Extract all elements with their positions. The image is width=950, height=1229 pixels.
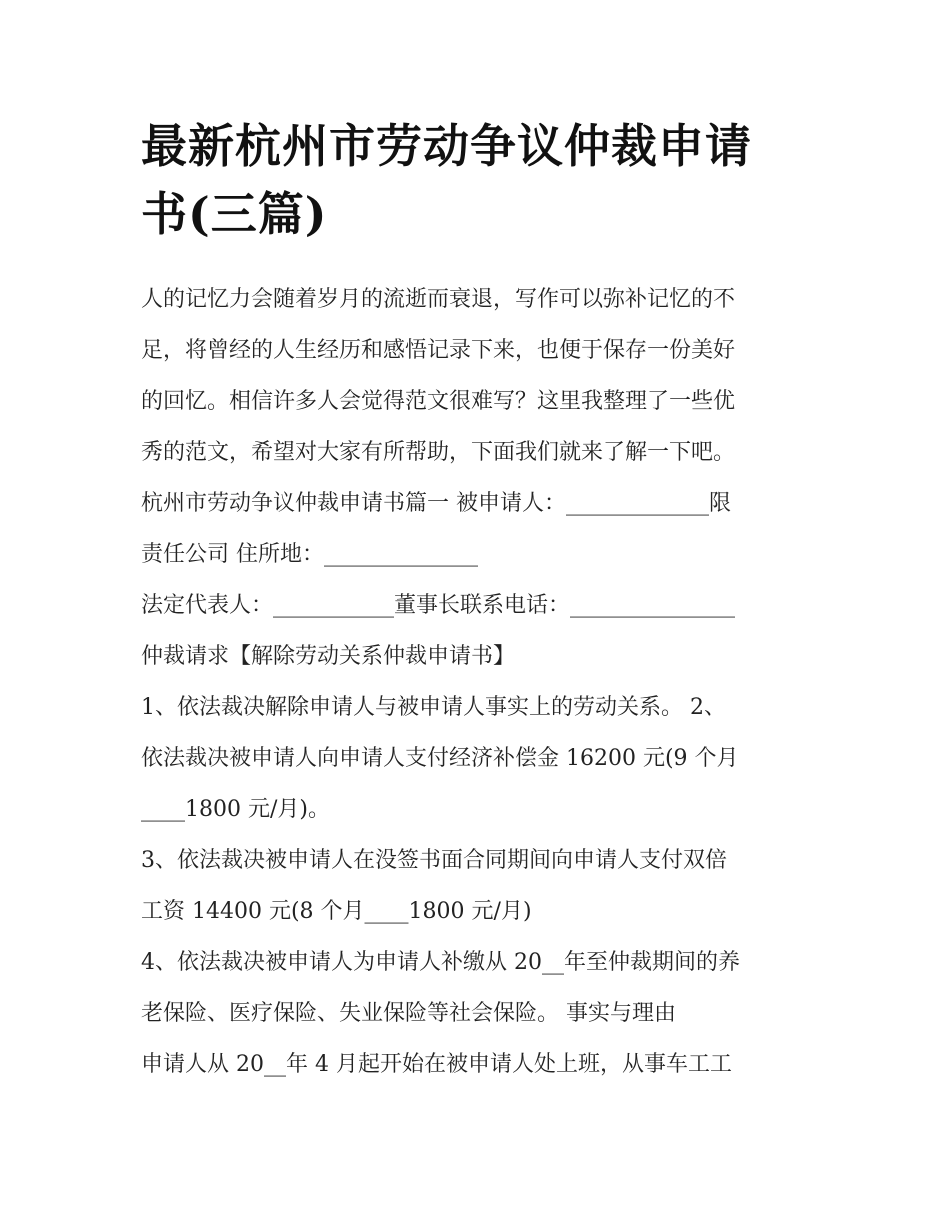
body-line-2: 足，将曾经的人生经历和感悟记录下来，也便于保存一份美好 [141, 338, 736, 363]
body-line-16: 申请人从 20__年 4 月起开始在被申请人处上班，从事车工工 [141, 1052, 732, 1077]
body-line-9: 1、依法裁决解除申请人与被申请人事实上的劳动关系。 2、 [141, 695, 726, 720]
body-line-7: 法定代表人：___________董事长联系电话：_______________ [141, 593, 736, 618]
body-line-12: 3、依法裁决被申请人在没签书面合同期间向申请人支付双倍 [141, 848, 727, 873]
body-line-14: 4、依法裁决被申请人为申请人补缴从 20__年至仲裁期间的养 [141, 950, 740, 975]
body-line-6: 责任公司 住所地：______________ [141, 542, 478, 567]
title-line-2: 书(三篇) [141, 187, 328, 241]
body-line-8: 仲裁请求【解除劳动关系仲裁申请书】 [141, 644, 516, 669]
title-line-1: 最新杭州市劳动争议仲裁申请 [141, 119, 752, 173]
document-title [141, 112, 821, 248]
body-line-1: 人的记忆力会随着岁月的流逝而衰退，写作可以弥补记忆的不 [141, 287, 736, 312]
document-body [141, 274, 821, 1090]
body-line-13: 工资 14400 元(8 个月____1800 元/月) [141, 899, 532, 924]
body-line-5: 杭州市劳动争议仲裁申请书篇一 被申请人：_____________限 [141, 491, 731, 516]
body-line-4: 秀的范文，希望对大家有所帮助，下面我们就来了解一下吧。 [141, 440, 736, 465]
body-line-11: ____1800 元/月)。 [141, 797, 330, 822]
body-line-3: 的回忆。相信许多人会觉得范文很难写？这里我整理了一些优 [141, 389, 736, 414]
body-line-10: 依法裁决被申请人向申请人支付经济补偿金 16200 元(9 个月 [141, 746, 739, 771]
document-page [141, 112, 821, 1090]
body-line-15: 老保险、医疗保险、失业保险等社会保险。 事实与理由 [141, 1001, 676, 1026]
